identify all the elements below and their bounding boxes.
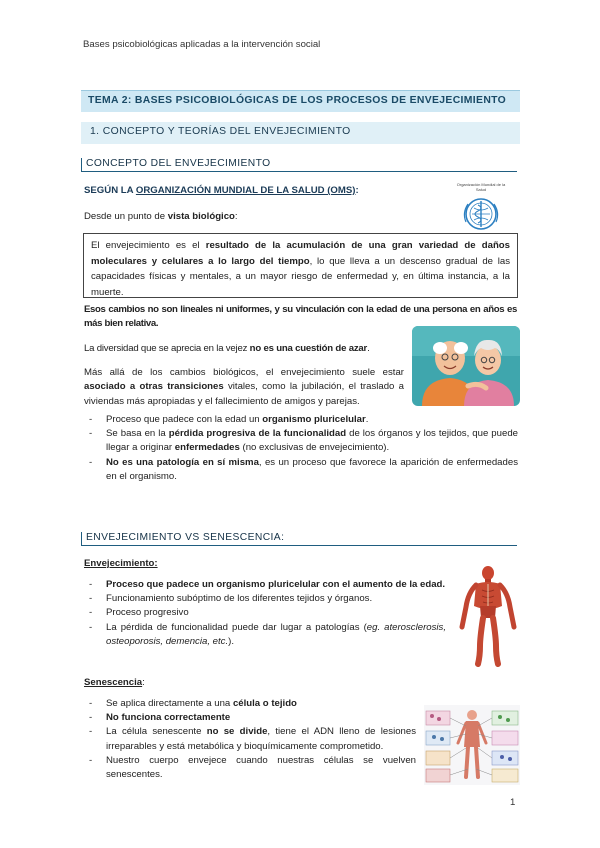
page-number: 1 xyxy=(510,797,516,808)
subheading-concept: CONCEPTO DEL ENVEJECIMIENTO xyxy=(81,158,517,172)
transitions-text: Más allá de los cambios biológicos, el envejecimiento suele estar asociado a otras transiciones vitales, como la jubilación, el traslado a viviendas más apropiadas y el fallecimiento de amigos y parejas. xyxy=(84,367,404,407)
list-item: - Se basa en la pérdida progresiva de la funcionalidad de los órganos y los tejidos, que puede llegar a originar enfermedades (no exclusivas de envejecimiento). xyxy=(84,427,518,455)
elderly-couple-illustration xyxy=(412,326,520,406)
list-item: - Proceso progresivo xyxy=(84,606,446,620)
running-header: Bases psicobiológicas aplicadas a la intervención social xyxy=(83,39,321,50)
list-item: - Funcionamiento subóptimo de los diferentes tejidos y órganos. xyxy=(84,592,446,606)
list-item: - Nuestro cuerpo envejece cuando nuestras células se vuelven senescentes. xyxy=(84,754,416,782)
main-title: TEMA 2: BASES PSICOBIOLÓGICAS DE LOS PROCESOS DE ENVEJECIMIENTO xyxy=(81,90,520,112)
diversity-text: La diversidad que se aprecia en la vejez no es una cuestión de azar. xyxy=(84,343,370,354)
who-logo: Organización Mundial de la Salud xyxy=(452,182,510,228)
list-item: - Proceso que padece con la edad un organismo pluricelular. xyxy=(84,413,518,427)
senescence-bullet-list xyxy=(84,697,416,782)
viewpoint-line: Desde un punto de vista biológico: xyxy=(84,211,238,222)
list-item: - La célula senescente no se divide, tiene el ADN lleno de lesiones irreparables y está metabólica y bioquímicamente comprometido. xyxy=(84,725,416,753)
senescence-infographic xyxy=(424,705,520,785)
concept-bullet-list xyxy=(84,413,518,484)
aging-label: Envejecimiento: xyxy=(84,558,158,569)
subheading-vs: ENVEJECIMIENTO VS SENESCENCIA: xyxy=(81,532,517,546)
who-emblem-icon xyxy=(452,192,510,232)
oms-link[interactable]: ORGANIZACIÓN MUNDIAL DE LA SALUD (OMS) xyxy=(135,185,356,196)
list-item: - No es una patología en sí misma, es un proceso que favorece la aparición de enfermedades en el organismo. xyxy=(84,456,518,484)
oms-line: SEGÚN LA ORGANIZACIÓN MUNDIAL DE LA SALUD (OMS): xyxy=(84,185,359,196)
aging-bullet-list xyxy=(84,578,446,649)
definition-box: El envejecimiento es el resultado de la acumulación de una gran variedad de daños moleculares y celulares a lo largo del tiempo, lo que lleva a un descenso gradual de las capacidades físicas y mentales, a un mayor riesgo de enfermedad y, en última instancia, a la muerte. xyxy=(83,233,518,298)
muscular-body-illustration xyxy=(458,564,518,668)
changes-text: Esos cambios no son lineales ni uniformes, y su vinculación con la edad de una persona en años es más bien relativa. xyxy=(84,304,517,330)
senescence-label: Senescencia: xyxy=(84,677,145,688)
list-item: - Proceso que padece un organismo pluricelular con el aumento de la edad. xyxy=(84,578,446,592)
list-item: - Se aplica directamente a una célula o tejido xyxy=(84,697,416,711)
section-title: 1. CONCEPTO Y TEORÍAS DEL ENVEJECIMIENTO xyxy=(81,122,520,144)
list-item: - La pérdida de funcionalidad puede dar lugar a patologías (eg. aterosclerosis, osteoporosis, demencia, etc.). xyxy=(84,621,446,649)
list-item: - No funciona correctamente xyxy=(84,711,416,725)
